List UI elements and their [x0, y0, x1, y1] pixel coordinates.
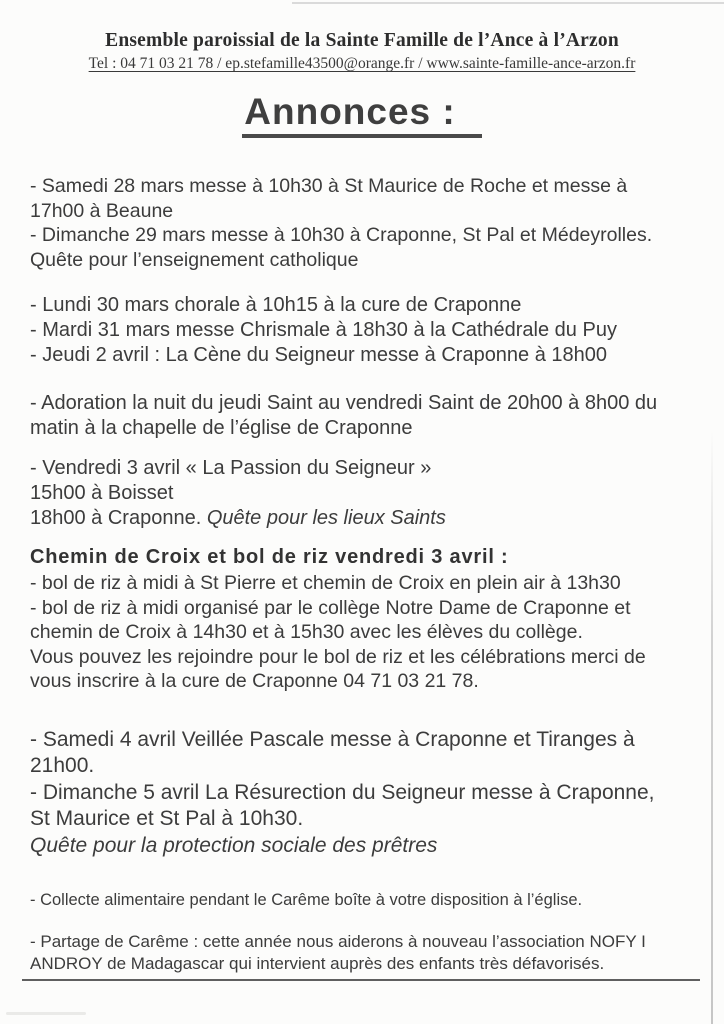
- announcement-partage-careme: [30, 931, 702, 975]
- announcement-vendredi-saint: [30, 456, 702, 531]
- text-line: St Maurice et St Pal à 10h30.: [30, 807, 304, 830]
- announcement-semaine-sainte: [30, 293, 702, 368]
- text-line: ANDROY de Madagascar qui intervient auprès des enfants très défavorisés.: [30, 954, 605, 973]
- text-line: - Vendredi 3 avril « La Passion du Seigneur »: [30, 457, 432, 479]
- text-line: chemin de Croix à 14h30 et à 15h30 avec les élèves du collège.: [30, 621, 583, 643]
- text-line: - Collecte alimentaire pendant le Carême boîte à votre disposition à l’église.: [30, 891, 583, 909]
- text-line: - Jeudi 2 avril : La Cène du Seigneur messe à Craponne à 18h00: [30, 344, 608, 366]
- announcement-chemin-de-croix: [30, 544, 702, 694]
- bottom-rule: [22, 979, 700, 981]
- text-line: 17h00 à Beaune: [30, 199, 174, 222]
- text-line: - Mardi 31 mars messe Chrismale à 18h30 à la Cathédrale du Puy: [30, 319, 617, 341]
- quete-emphasis: Quête pour les lieux Saints: [206, 507, 446, 529]
- document-body: [30, 174, 702, 981]
- announcement-collecte: [30, 890, 702, 911]
- text-line: - Dimanche 5 avril La Résurection du Seigneur messe à Craponne,: [30, 780, 655, 804]
- scan-artifact-right-edge: [711, 430, 713, 1024]
- text-segment: 18h00 à Craponne.: [30, 507, 207, 529]
- text-line: - Dimanche 29 mars messe à 10h30 à Craponne, St Pal et Médeyrolles.: [30, 224, 653, 246]
- page-title-text: Annonces :: [242, 93, 481, 138]
- text-line: 15h00 à Boisset: [30, 482, 174, 504]
- text-line: Quête pour l’enseignement catholique: [30, 248, 359, 271]
- text-line: Vous pouvez les rejoindre pour le bol de riz et les célébrations merci de: [30, 645, 646, 668]
- text-line: vous inscrire à la cure de Craponne 04 71 03 21 78.: [30, 670, 479, 692]
- scan-artifact-smudge: [6, 1012, 86, 1015]
- announcement-adoration: [30, 391, 702, 441]
- page-title: [0, 93, 724, 138]
- text-line: - Adoration la nuit du jeudi Saint au vendredi Saint de 20h00 à 8h00 du: [30, 392, 658, 414]
- announcement-masses-28-29-mars: [30, 174, 702, 272]
- text-line: - Partage de Carême : cette année nous aiderons à nouveau l’association NOFY I: [30, 932, 646, 951]
- text-line: - Samedi 4 avril Veillée Pascale messe à Craponne et Tiranges à: [30, 727, 635, 751]
- scan-artifact-top-edge: [292, 2, 724, 4]
- text-line: - Samedi 28 mars messe à 10h30 à St Maurice de Roche et messe à: [30, 175, 628, 197]
- section-heading: Chemin de Croix et bol de riz vendredi 3 avril :: [30, 546, 509, 568]
- contact-info: Tel : 04 71 03 21 78 / ep.stefamille43500@orange.fr / www.sainte-famille-ance-arzon.fr: [88, 55, 636, 72]
- parish-name: Ensemble paroissial de la Sainte Famille de l’Ance à l’Arzon: [105, 30, 619, 51]
- text-line: 21h00.: [30, 754, 95, 777]
- text-line: [30, 506, 702, 531]
- announcement-paques: [30, 727, 702, 860]
- text-line: - bol de riz à midi organisé par le collège Notre Dame de Craponne et: [30, 596, 631, 619]
- document-header: [0, 0, 724, 73]
- text-line: - Lundi 30 mars chorale à 10h15 à la cure de Craponne: [30, 294, 522, 316]
- text-line: matin à la chapelle de l’église de Craponne: [30, 417, 413, 439]
- text-line: - bol de riz à midi à St Pierre et chemin de Croix en plein air à 13h30: [30, 572, 621, 594]
- quete-emphasis: Quête pour la protection sociale des prêtres: [30, 833, 438, 857]
